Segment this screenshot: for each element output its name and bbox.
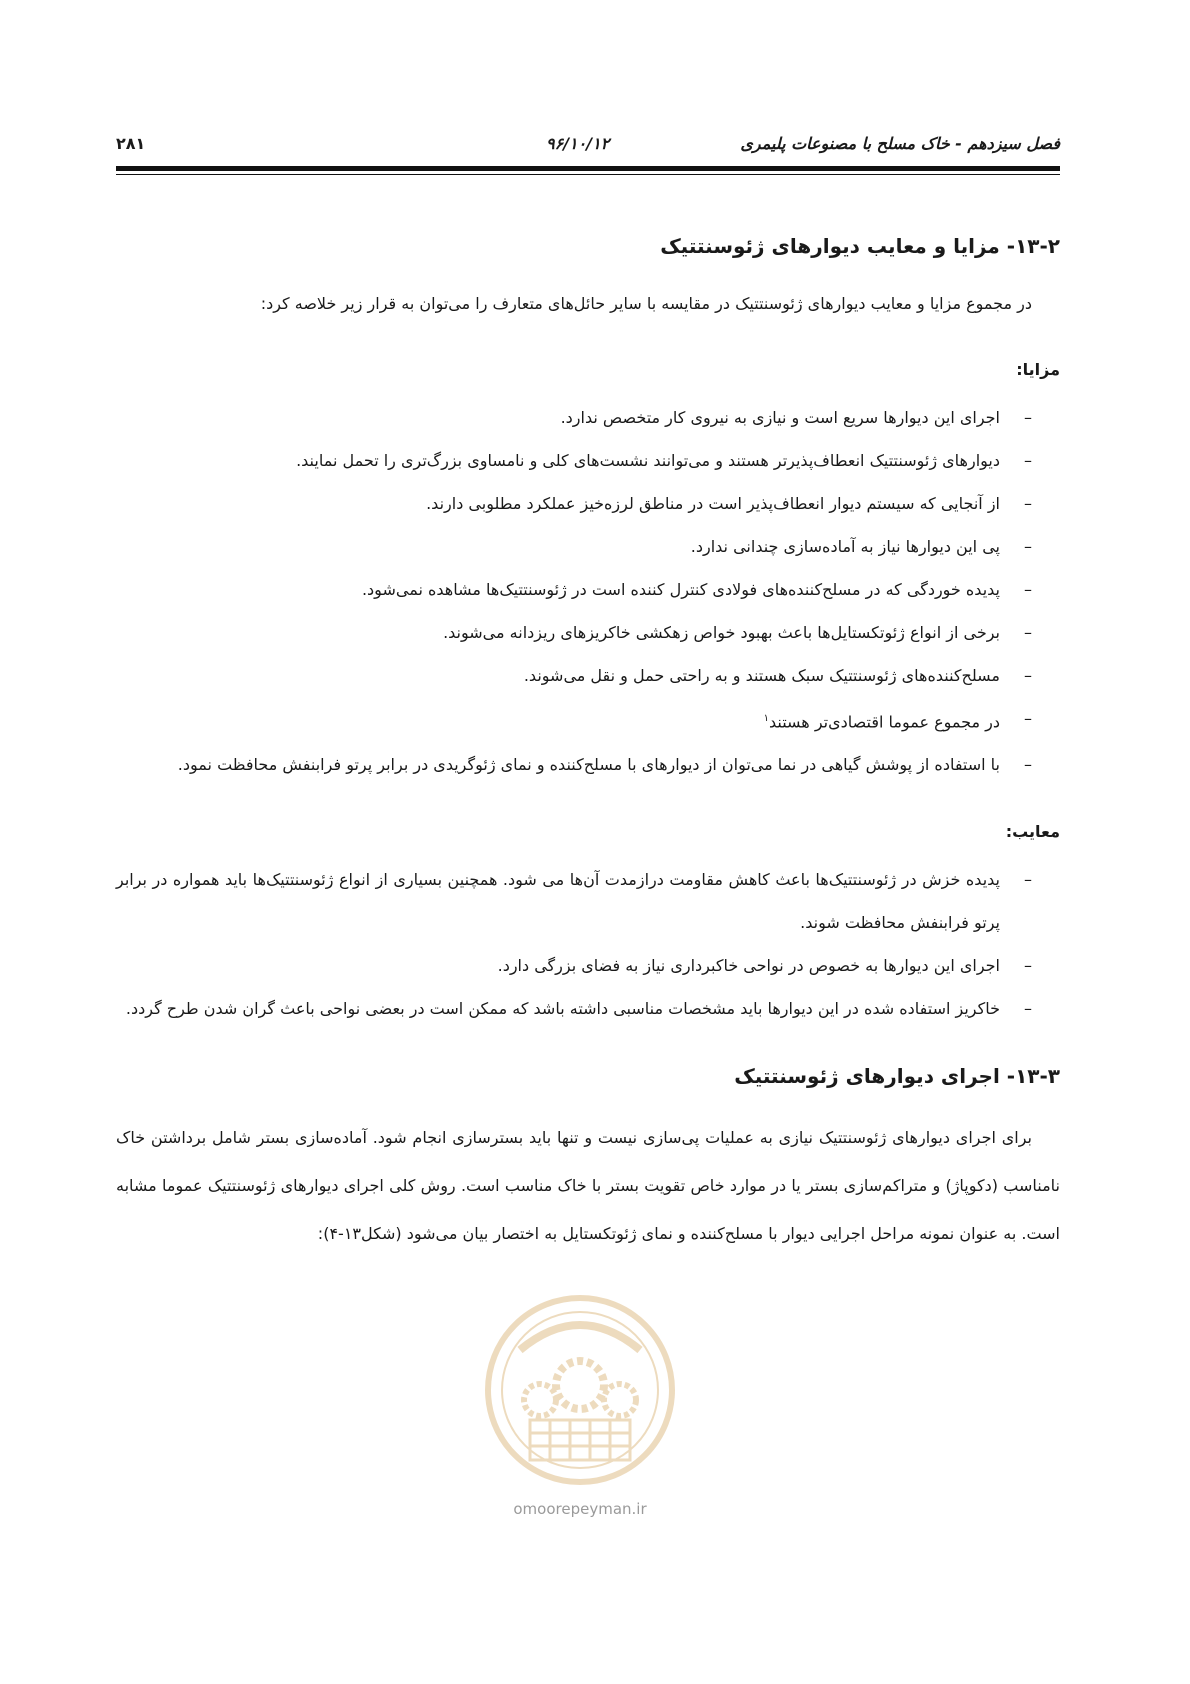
watermark-site: omoorepeyman.ir <box>513 1500 647 1518</box>
section-13-3 <box>116 1056 1060 1258</box>
list-item: – از آنجایی که سیستم دیوار انعطاف‌پذیر است در مناطق لرزه‌خیز عملکرد مطلوبی دارند. <box>426 494 1032 513</box>
list-item: – دیوارهای ژئوسنتتیک انعطاف‌پذیرتر هستند و می‌توانند نشست‌های کلی و نامساوی بزرگ‌تری را تحمل نمایند. <box>296 451 1032 470</box>
running-header <box>116 130 1060 162</box>
advantages-list <box>116 396 1060 786</box>
advantages-heading: مزایا: <box>1016 360 1060 379</box>
list-item: – پی این دیوارها نیاز به آماده‌سازی چندانی ندارد. <box>690 537 1032 556</box>
list-item: – اجرای این دیوارها سریع است و نیازی به نیروی کار متخصص ندارد. <box>560 408 1032 427</box>
header-date: ۹۶/۱۰/۱۲ <box>546 134 610 153</box>
list-item: – برخی از انواع ژئوتکستایل‌ها باعث بهبود خواص زهکشی خاکریزهای ریزدانه می‌شوند. <box>443 623 1032 642</box>
seal-watermark-icon <box>480 1290 680 1490</box>
section-heading-13-3: ۱۳-۳- اجرای دیوارهای ژئوسنتتیک <box>734 1064 1060 1089</box>
section-intro: در مجموع مزایا و معایب دیوارهای ژئوسنتتیک در مقایسه با سایر حائل‌های متعارف را می‌توان به قرار زیر خلاصه کرد: <box>260 294 1032 313</box>
header-rule-thin <box>116 174 1060 175</box>
header-rule-thick <box>116 166 1060 171</box>
list-item: – با استفاده از پوشش گیاهی در نما می‌توان از دیوارهای با مسلح‌کننده و نمای ژئوگریدی در برابر پرتو فرابنفش محافظت نمود. <box>177 755 1032 775</box>
main-content <box>116 226 1060 1258</box>
chapter-title: فصل سیزدهم - خاک مسلح با مصنوعات پلیمری <box>740 134 1060 153</box>
disadvantages-list <box>116 858 1060 1030</box>
list-item: – پدیده خزش در ژئوسنتتیک‌ها باعث کاهش مقاومت درازمدت آن‌ها می شود. همچنین بسیاری از انواع ژئوسنتتیک‌ها باید همواره در برابر پرتو فرابنفش محافظت شوند. <box>116 870 1032 933</box>
page-number: ۲۸۱ <box>116 134 146 153</box>
section-heading-13-2: ۱۳-۲- مزایا و معایب دیوارهای ژئوسنتتیک <box>660 234 1060 258</box>
footnote-mark: ۱ <box>763 713 769 724</box>
list-item: – اجرای این دیوارها به خصوص در نواحی خاکبرداری نیاز به فضای بزرگی دارد. <box>497 956 1032 976</box>
list-item: – در مجموع عموما اقتصادی‌تر هستند$^۱$ <box>763 709 1032 732</box>
list-item: – خاکریز استفاده شده در این دیوارها باید مشخصات مناسبی داشته باشد که ممکن است در بعضی نواحی باعث گران شدن طرح گردد. <box>125 999 1032 1019</box>
list-item: – مسلح‌کننده‌های ژئوسنتتیک سبک هستند و به راحتی حمل و نقل می‌شوند. <box>523 666 1032 685</box>
list-item: – پدیده خوردگی که در مسلح‌کننده‌های فولادی کنترل کننده است در ژئوسنتتیک‌ها مشاهده نمی‌شود. <box>361 580 1032 599</box>
disadvantages-heading: معایب: <box>1005 822 1060 842</box>
section-body: برای اجرای دیوارهای ژئوسنتتیک نیازی به عملیات پی‌سازی نیست و تنها باید بسترسازی انجام شود. آماده‌سازی بستر شامل برداشتن خاک نامناسب (دکوپاژ) و متراکم‌سازی بستر یا در موارد خاص تقویت بستر با خاک مناسب است. روش کلی اجرای دیوارهای ژئوسنتتیک عموما مشابه است. به عنوان نمونه مراحل اجرایی دیوار با مسلح‌کننده و نمای ژئوتکستایل به اختصار بیان می‌شود (شکل۱۳-۴): <box>116 1128 1060 1244</box>
